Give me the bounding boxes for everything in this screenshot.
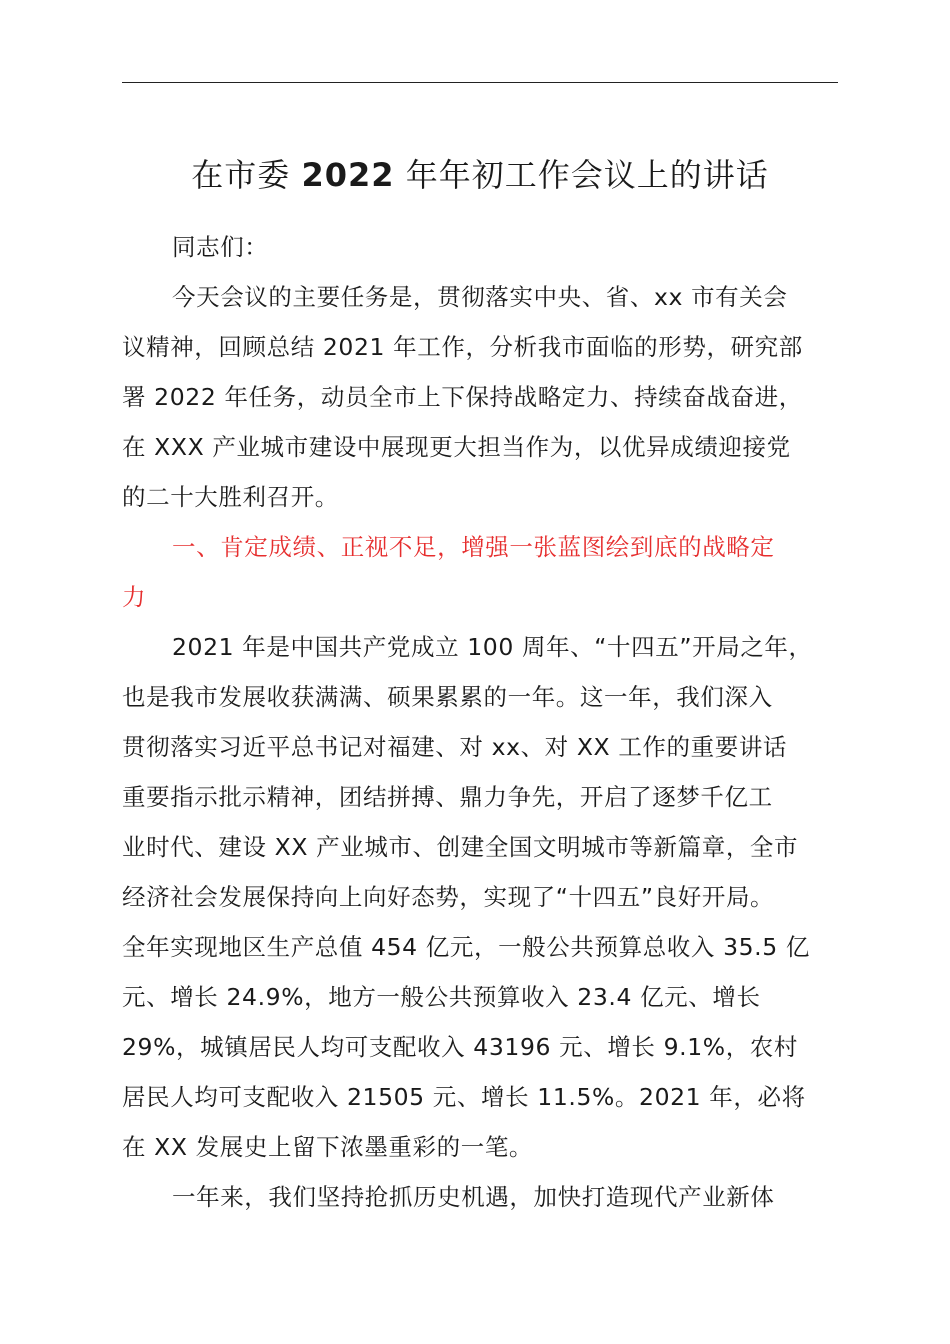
text-line: 经济社会发展保持向上向好态势，实现了“十四五”良好开局。: [122, 883, 775, 911]
text-line: 业时代、建设 XX 产业城市、创建全国文明城市等新篇章，全市: [122, 833, 799, 861]
text-line: 一年来，我们坚持抢抓历史机遇，加快打造现代产业新体: [172, 1183, 775, 1211]
title-prefix: 在市委: [191, 156, 302, 194]
text-line: 居民人均可支配收入 21505 元、增长 11.5%。2021 年，必将: [122, 1083, 806, 1111]
text-line: 在 XX 发展史上留下浓墨重彩的一笔。: [122, 1133, 534, 1161]
text-line: 署 2022 年任务，动员全市上下保持战略定力、持续奋战奋进，: [122, 383, 803, 411]
text-line: 2021 年是中国共产党成立 100 周年、“十四五”开局之年，: [172, 633, 813, 661]
title-suffix: 年年初工作会议上的讲话: [394, 156, 769, 194]
text-line: 29%，城镇居民人均可支配收入 43196 元、增长 9.1%，农村: [122, 1033, 799, 1061]
text-line: 在 XXX 产业城市建设中展现更大担当作为，以优异成绩迎接党: [122, 433, 791, 461]
text-line: 今天会议的主要任务是，贯彻落实中央、省、xx 市有关会: [172, 283, 788, 311]
title-year: 2022: [301, 156, 395, 194]
section-heading-continued: 力: [122, 583, 147, 611]
text-line: 的二十大胜利召开。: [122, 483, 339, 511]
text-line: 也是我市发展收获满满、硕果累累的一年。这一年，我们深入: [122, 683, 773, 711]
document-body: [122, 222, 838, 1222]
text-line: 贯彻落实习近平总书记对福建、对 xx、对 XX 工作的重要讲话: [122, 733, 788, 761]
text-line: 元、增长 24.9%，地方一般公共预算收入 23.4 亿元、增长: [122, 983, 761, 1011]
salutation: 同志们：: [172, 233, 269, 261]
section-heading: 一、肯定成绩、正视不足，增强一张蓝图绘到底的战略定: [172, 533, 775, 561]
document-title: [122, 150, 838, 200]
text-line: 全年实现地区生产总值 454 亿元，一般公共预算总收入 35.5 亿: [122, 933, 810, 961]
header-rule: [122, 82, 838, 83]
text-line: 重要指示批示精神，团结拼搏、鼎力争先，开启了逐梦千亿工: [122, 783, 773, 811]
text-line: 议精神，回顾总结 2021 年工作，分析我市面临的形势，研究部: [122, 333, 803, 361]
